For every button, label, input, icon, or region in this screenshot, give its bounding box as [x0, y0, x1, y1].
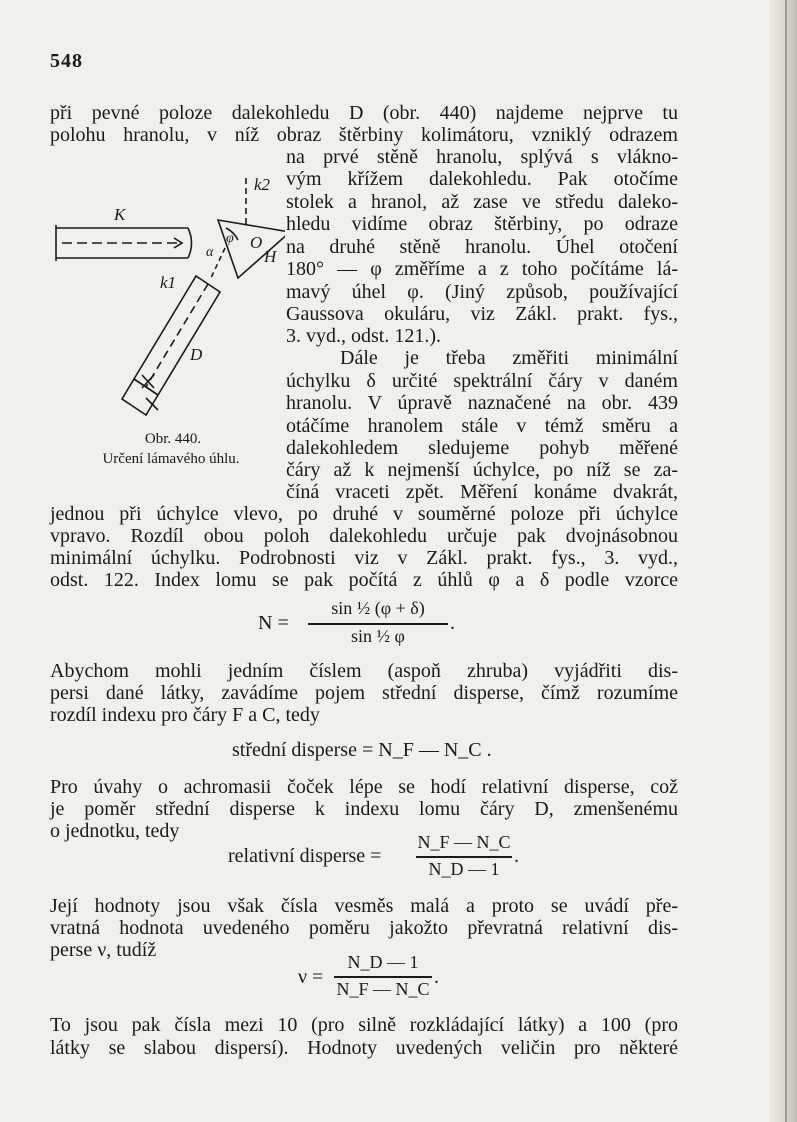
text-line: odst. 122. Index lomu se pak počítá z úhlů φ a δ podle vzorce: [50, 569, 678, 591]
text-line: čáry až k nejmenší úchylce, po níž se za-: [286, 459, 678, 481]
formula-4-lhs: ν =: [298, 966, 324, 988]
figure-caption-number: Obr. 440.: [144, 431, 202, 447]
label-d: D: [190, 345, 203, 364]
text-line: látky se slabou dispersí). Hodnoty uvedených veličin pro některé: [50, 1037, 678, 1059]
text-line: vratná hodnota uvedeného poměru jakožto převratná relativní dis-: [50, 917, 678, 939]
label-alpha: α: [206, 245, 214, 260]
eyepiece-mark: [146, 398, 158, 410]
text-line: dalekohledem sledujeme pohyb měřené: [286, 437, 678, 459]
text-line: polohu hranolu, v níž obraz štěrbiny kolimátoru, vzniklý odrazem: [50, 124, 678, 146]
text-line: vým křížem dalekohledu. Pak otočíme: [286, 168, 678, 190]
text-line: 180° — φ změříme a z toho počítáme lá-: [286, 258, 678, 280]
formula-1-lhs: N =: [258, 612, 289, 634]
formula-4-denominator: N_F — N_C: [336, 979, 430, 999]
text-line: Pro úvahy o achromasii čoček lépe se hodí relativní disperse, což: [50, 776, 678, 798]
formula-3-fraction-bar: [416, 856, 512, 858]
text-line: stolek a hranol, až zase ve středu daleko-: [286, 191, 678, 213]
text-line: persi dané látky, zavádíme pojem střední disperse, čímž rozumíme: [50, 682, 678, 704]
text-line: číná vraceti zpět. Měření konáme dvakrát,: [286, 481, 678, 503]
text-line: o jednotku, tedy: [50, 820, 180, 842]
page-edge-shadow: [769, 0, 797, 1122]
label-k: K: [114, 205, 126, 224]
text-line: Dále je třeba změřiti minimální: [340, 347, 678, 369]
label-k1: k1: [160, 273, 177, 292]
formula-4-fraction-bar: [334, 976, 432, 978]
text-line: úchylku δ určité spektrální čáry v daném: [286, 370, 678, 392]
text-line: Její hodnoty jsou však čísla vesměs malá a proto se uvádí pře-: [50, 895, 678, 917]
formula-1-end: .: [450, 612, 455, 634]
text-line: na prvé stěně hranolu, splývá s vlákno-: [286, 146, 678, 168]
text-line: mavý úhel φ. (Jiný způsob, používající: [286, 281, 678, 303]
text-line: To jsou pak čísla mezi 10 (pro silně rozkládající látky) a 100 (pro: [50, 1014, 678, 1036]
text-line: 3. vyd., odst. 121.).: [286, 325, 441, 347]
text-line: Abychom mohli jedním číslem (aspoň zhruba) vyjádřiti dis-: [50, 660, 678, 682]
text-line: rozdíl indexu pro čáry F a C, tedy: [50, 704, 320, 726]
text-line: jednou při úchylce vlevo, po druhé v souměrné poloze při úchylce: [50, 503, 678, 525]
text-line: minimální úchylku. Podrobnosti viz v Zákl. prakt. fys., 3. vyd.,: [50, 547, 678, 569]
label-k2: k2: [254, 175, 271, 194]
telescope-axis: [146, 284, 208, 387]
page-number: 548: [50, 50, 83, 72]
label-h: H: [264, 247, 277, 266]
formula-3-lhs: relativní disperse =: [228, 845, 382, 867]
text-line: vpravo. Rozdíl obou poloh dalekohledu určuje pak dvojnásobnou: [50, 525, 678, 547]
label-o: O: [250, 233, 263, 252]
label-phi: φ: [226, 231, 234, 246]
formula-4-end: .: [434, 966, 439, 988]
formula-3-end: .: [514, 845, 519, 867]
text-line: hranolu. V úpravě naznačené na obr. 439: [286, 392, 678, 414]
formula-3-denominator: N_D — 1: [428, 859, 500, 879]
page-edge-line: [785, 0, 787, 1122]
figure-caption-title: Určení lámavého úhlu.: [102, 451, 240, 467]
figure-440-diagram: [50, 170, 285, 430]
text-line: otáčíme hranolem stále v témž směru a: [286, 415, 678, 437]
text-line: na druhé stěně hranolu. Úhel otočení: [286, 236, 678, 258]
formula-4-numerator: N_D — 1: [347, 952, 419, 972]
telescope-body: [134, 276, 220, 395]
text-line: hledu vidíme obraz štěrbiny, po odraze: [286, 213, 678, 235]
formula-1-fraction-bar: [308, 623, 448, 625]
collimator-lens: [188, 228, 192, 258]
formula-1-denominator: sin ½ φ: [351, 626, 405, 646]
text-line: perse ν, tudíž: [50, 939, 157, 961]
formula-3-numerator: N_F — N_C: [417, 832, 511, 852]
formula-1-numerator: sin ½ (φ + δ): [331, 598, 425, 618]
text-line: Gaussova okuláru, viz Zákl. prakt. fys.,: [286, 303, 678, 325]
text-line: při pevné poloze dalekohledu D (obr. 440) najdeme nejprve tu: [50, 102, 678, 124]
text-line: je poměr střední disperse k indexu lomu čáry D, zmenšenému: [50, 798, 678, 820]
telescope-eyepiece: [122, 379, 158, 415]
formula-2: střední disperse = N_F — N_C .: [232, 739, 492, 761]
